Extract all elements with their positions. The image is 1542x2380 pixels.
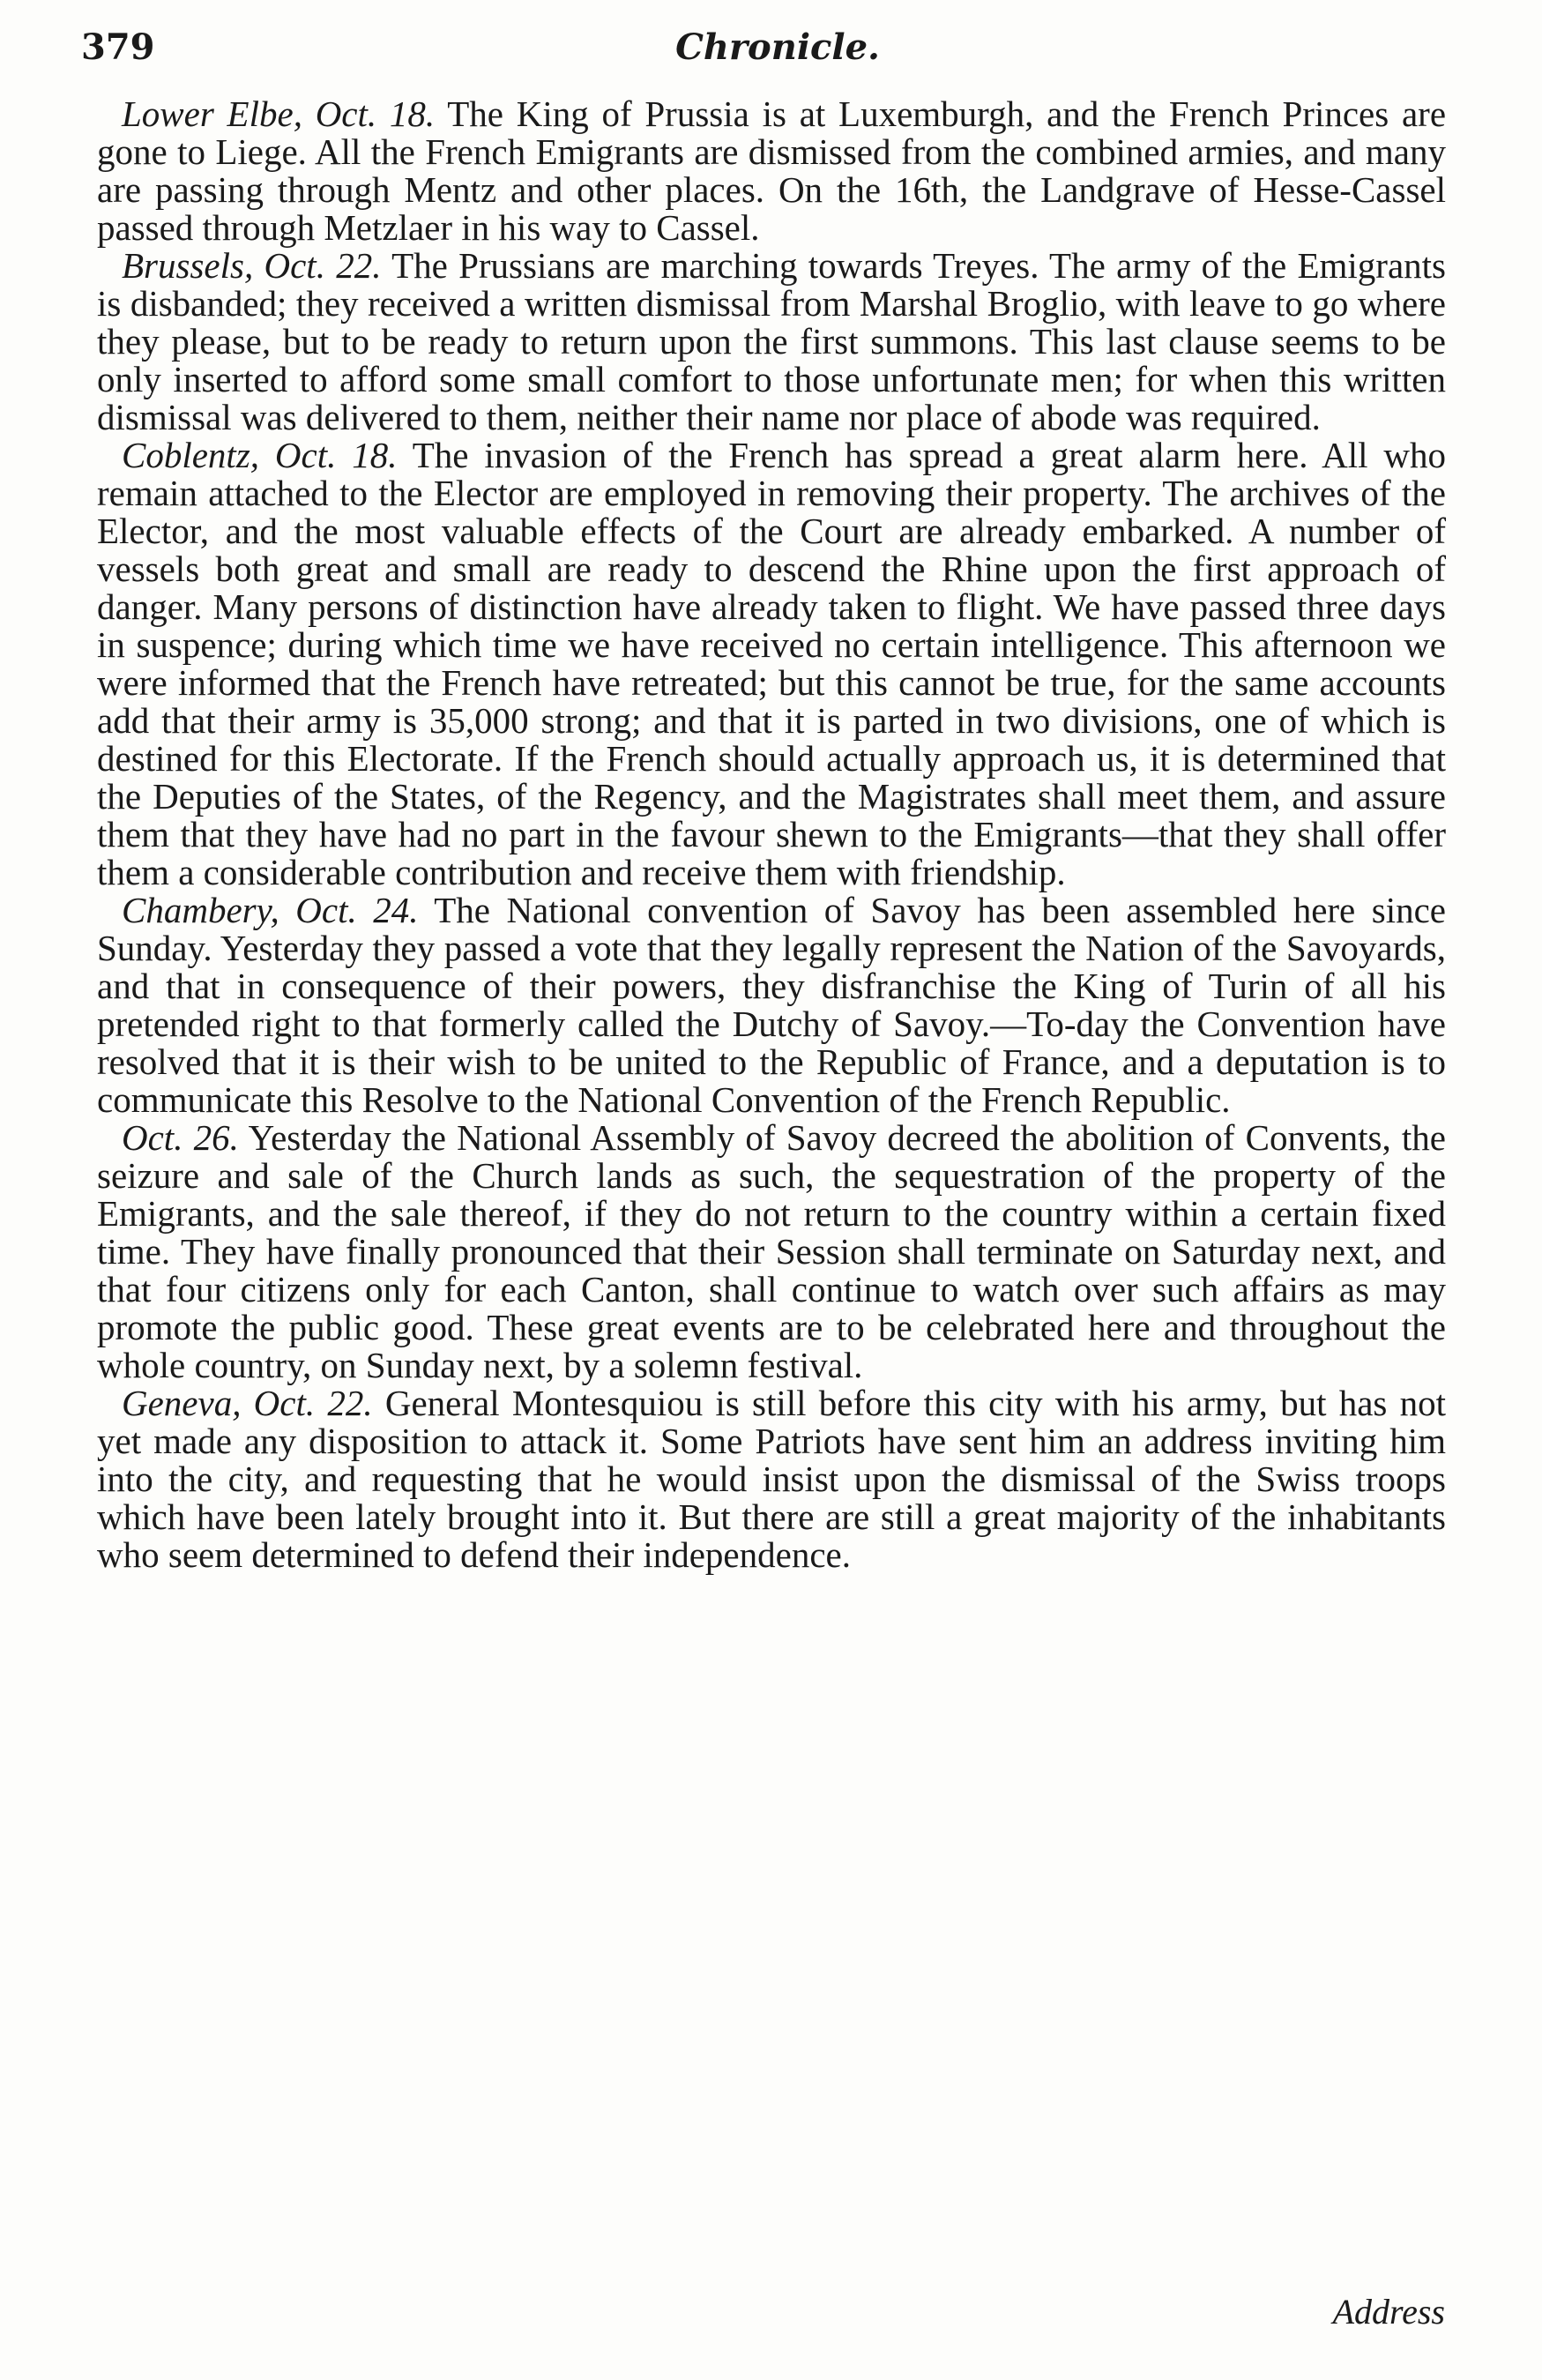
news-entry-oct-26 bbox=[97, 1119, 1446, 1384]
entry-text: The invasion of the French has spread a great alarm here. All who remain attached to the Elector are employed in removing their property. The archives of the Elector, and the most valuable effects of the Court are already embarked. A number of vessels both great and small are ready to descend the Rhine upon the first approach of danger. Many persons of distinction have already taken to flight. We have passed three days in suspence; during which time we have received no certain intelligence. This afternoon we were informed that the French have retreated; but this cannot be true, for the same accounts add that their army is 35,000 strong; and that it is parted in two divisions, one of which is destined for this Electorate. If the French should actually approach us, it is determined that the Deputies of the States, of the Regency, and the Magistrates shall meet them, and assure them that they have had no part in the favour shewn to the Emigrants—that they shall offer them a considerable contribution and receive them with friendship. bbox=[97, 435, 1447, 892]
running-title: Chronicle. bbox=[675, 26, 880, 68]
page-header bbox=[81, 26, 1474, 88]
dateline: Oct. 26. bbox=[122, 1117, 239, 1158]
news-entry-chambery bbox=[97, 892, 1446, 1119]
dateline: Geneva, Oct. 22. bbox=[122, 1383, 373, 1423]
dateline: Lower Elbe, Oct. 18. bbox=[122, 93, 436, 134]
entry-text: Yesterday the National Assembly of Savoy decreed the abolition of Convents, the seizure and sale of the Church lands as such, the sequestration of the property of the Emigrants, and the sale thereof, if they do not return to the country within a certain fixed time. They have finally pronounced that their Session shall terminate on Saturday next, and that four citizens only for each Canton, shall continue to watch over such affairs as may promote the public good. These great events are to be celebrated here and throughout the whole country, on Sunday next, by a solemn festival. bbox=[97, 1117, 1447, 1385]
news-entry-lower-elbe bbox=[97, 95, 1446, 247]
dateline: Coblentz, Oct. 18. bbox=[122, 435, 398, 475]
dateline: Chambery, Oct. 24. bbox=[122, 890, 419, 930]
catchword: Address bbox=[1332, 2292, 1445, 2332]
entry-text: The King of Prussia is at Luxemburgh, and the French Princes are gone to Liege. All the French Emigrants are dismissed from the combined armies, and many are passing through Mentz and other places. On the 16th, the Landgrave of Hesse-Cassel passed through Metzlaer in his way to Cassel. bbox=[97, 93, 1447, 248]
page-number: 379 bbox=[81, 26, 155, 68]
news-entry-geneva bbox=[97, 1384, 1446, 1574]
entry-text: The Prussians are marching towards Treyes. The army of the Emigrants is disbanded; they received a written dismissal from Marshal Broglio, with leave to go where they please, but to be ready to return upon the first summons. This last clause seems to be only inserted to afford some small comfort to those unfortunate men; for when this written dismissal was delivered to them, neither their name nor place of abode was required. bbox=[97, 245, 1446, 437]
body-text bbox=[97, 95, 1446, 1574]
entry-text: General Montesquiou is still before this city with his army, but has not yet made any disposition to attack it. Some Patriots have sent him an address inviting him into the city, and requesting that he would insist upon the dismissal of the Swiss troops which have been lately brought into it. But there are still a great majority of the inhabitants who seem determined to defend their independence. bbox=[97, 1383, 1446, 1575]
news-entry-brussels bbox=[97, 247, 1446, 436]
entry-text: The National convention of Savoy has been assembled here since Sunday. Yesterday they passed a vote that they legally represent the Nation of the Savoyards, and that in consequence of their powers, they disfranchise the King of Turin of all his pretended right to that formerly called the Dutchy of Savoy.—To-day the Convention have resolved that it is their wish to be united to the Republic of France, and a deputation is to communicate this Resolve to the National Convention of the French Republic. bbox=[97, 890, 1446, 1120]
dateline: Brussels, Oct. 22. bbox=[122, 245, 382, 286]
news-entry-coblentz bbox=[97, 436, 1446, 892]
